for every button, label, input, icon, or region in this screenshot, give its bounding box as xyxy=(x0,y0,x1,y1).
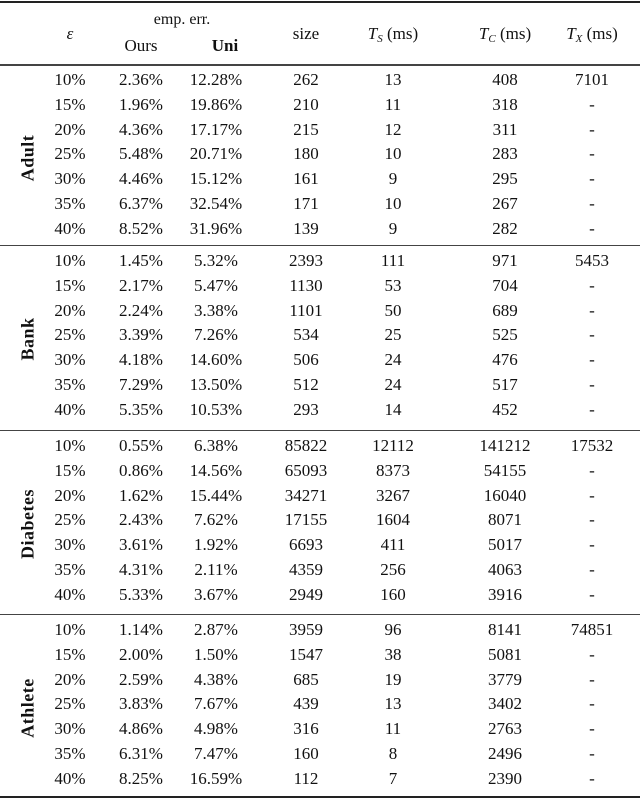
cell-uni-error: 3.38% xyxy=(194,300,238,320)
tc-unit: (ms) xyxy=(499,24,532,43)
cell-tx: - xyxy=(589,460,595,480)
cell-tx: - xyxy=(589,194,595,213)
cell-tx: - xyxy=(589,584,595,604)
cell-size: 2393 xyxy=(289,251,323,270)
ts-var: T xyxy=(367,24,378,43)
cell-tx: - xyxy=(589,325,595,345)
cell-tx: - xyxy=(589,375,595,394)
cell-size: 316 xyxy=(293,719,319,739)
cell-uni-error: 5.47% xyxy=(194,275,238,295)
cell-epsilon: 20% xyxy=(54,485,86,505)
cell-tx: - xyxy=(589,744,595,763)
cell-tx: 7101 xyxy=(575,70,609,89)
cell-tc: 141212 xyxy=(479,436,531,455)
cell-tc: 54155 xyxy=(483,460,527,480)
table-row xyxy=(0,643,640,668)
cell-ts: 19 xyxy=(384,669,402,689)
cell-ts: 160 xyxy=(380,584,406,604)
cell-size: 17155 xyxy=(284,510,328,530)
cell-ts: 8 xyxy=(388,744,398,763)
cell-epsilon: 30% xyxy=(54,535,86,555)
cell-size: 1547 xyxy=(289,644,323,664)
cell-size: 139 xyxy=(293,218,319,238)
cell-size: 160 xyxy=(293,744,319,763)
cell-ours-error: 1.62% xyxy=(119,485,163,505)
table-row xyxy=(0,142,640,167)
table-row xyxy=(0,533,640,558)
cell-epsilon: 30% xyxy=(54,350,86,370)
cell-epsilon: 30% xyxy=(54,719,86,739)
cell-ours-error: 0.86% xyxy=(119,460,163,480)
cell-ts: 411 xyxy=(380,535,406,555)
cell-epsilon: 10% xyxy=(54,620,86,639)
table-row xyxy=(0,668,640,693)
cell-uni-error: 7.62% xyxy=(194,510,238,530)
cell-ours-error: 3.39% xyxy=(119,325,163,345)
cell-uni-error: 5.32% xyxy=(194,251,238,270)
cell-tx: - xyxy=(589,669,595,689)
cell-tx: - xyxy=(589,719,595,739)
cell-epsilon: 10% xyxy=(54,436,86,455)
cell-ours-error: 5.33% xyxy=(119,584,163,604)
cell-uni-error: 31.96% xyxy=(189,218,243,238)
cell-size: 3959 xyxy=(289,620,323,639)
cell-ours-error: 4.31% xyxy=(119,560,163,579)
group-diabetes xyxy=(0,432,640,616)
header-epsilon: ε xyxy=(66,24,74,43)
cell-uni-error: 13.50% xyxy=(189,375,243,394)
cell-ours-error: 4.18% xyxy=(119,350,163,370)
cell-tx: - xyxy=(589,300,595,320)
cell-ours-error: 2.59% xyxy=(119,669,163,689)
cell-size: 512 xyxy=(293,375,319,394)
cell-tc: 525 xyxy=(492,325,518,345)
cell-ours-error: 2.17% xyxy=(119,275,163,295)
cell-tc: 2496 xyxy=(488,744,522,763)
cell-ours-error: 5.35% xyxy=(119,399,163,419)
cell-uni-error: 12.28% xyxy=(189,70,243,89)
cell-ts: 8373 xyxy=(376,460,410,480)
cell-size: 685 xyxy=(293,669,319,689)
table-row xyxy=(0,348,640,373)
cell-tx: 74851 xyxy=(570,620,614,639)
cell-tx: - xyxy=(589,119,595,139)
cell-tc: 3916 xyxy=(488,584,522,604)
cell-ours-error: 2.43% xyxy=(119,510,163,530)
cell-ts: 9 xyxy=(388,169,398,189)
table-row xyxy=(0,558,640,583)
cell-ours-error: 2.00% xyxy=(119,644,163,664)
cell-tx: - xyxy=(589,644,595,664)
cell-ours-error: 4.86% xyxy=(119,719,163,739)
cell-uni-error: 32.54% xyxy=(189,194,243,213)
cell-epsilon: 25% xyxy=(54,144,86,164)
table-row xyxy=(0,434,640,459)
cell-tx: - xyxy=(589,218,595,238)
cell-size: 439 xyxy=(293,694,319,714)
cell-uni-error: 17.17% xyxy=(189,119,243,139)
cell-epsilon: 15% xyxy=(54,460,86,480)
cell-tc: 283 xyxy=(492,144,518,164)
cell-tx: - xyxy=(589,694,595,714)
group-rule xyxy=(0,614,640,615)
header-ts xyxy=(368,24,418,49)
cell-tx: - xyxy=(589,768,595,788)
cell-tc: 971 xyxy=(492,251,518,270)
cell-epsilon: 10% xyxy=(54,251,86,270)
cell-epsilon: 15% xyxy=(54,275,86,295)
header-ours: Ours xyxy=(124,36,158,55)
cell-tx: 17532 xyxy=(570,436,614,455)
cell-size: 161 xyxy=(293,169,319,189)
table-row xyxy=(0,299,640,324)
table-row xyxy=(0,68,640,93)
cell-uni-error: 15.44% xyxy=(189,485,243,505)
group-bank xyxy=(0,247,640,431)
header-tx xyxy=(566,24,618,49)
cell-tx: - xyxy=(589,350,595,370)
cell-uni-error: 1.50% xyxy=(194,644,238,664)
cell-uni-error: 7.26% xyxy=(194,325,238,345)
table-row xyxy=(0,398,640,423)
table-row xyxy=(0,692,640,717)
cell-epsilon: 25% xyxy=(54,325,86,345)
header-tc xyxy=(479,24,531,49)
cell-tx: - xyxy=(589,169,595,189)
cell-uni-error: 10.53% xyxy=(189,399,243,419)
ts-sub: S xyxy=(377,33,383,45)
cell-uni-error: 3.67% xyxy=(194,584,238,604)
group-athlete xyxy=(0,616,640,800)
cell-tc: 5081 xyxy=(488,644,522,664)
cell-tx: - xyxy=(589,275,595,295)
cell-ts: 10 xyxy=(384,144,402,164)
ts-unit: (ms) xyxy=(387,24,419,43)
table-row xyxy=(0,274,640,299)
cell-uni-error: 7.67% xyxy=(194,694,238,714)
cell-tx: - xyxy=(589,560,595,579)
cell-ts: 50 xyxy=(384,300,402,320)
cell-ours-error: 7.29% xyxy=(119,375,163,394)
cell-size: 6693 xyxy=(289,535,323,555)
cell-tc: 2390 xyxy=(488,768,522,788)
cell-ts: 10 xyxy=(384,194,402,213)
cell-uni-error: 7.47% xyxy=(194,744,238,763)
group-label: Athlete xyxy=(17,678,38,738)
cell-epsilon: 40% xyxy=(54,399,86,419)
cell-ours-error: 1.14% xyxy=(119,620,163,639)
table-row xyxy=(0,717,640,742)
cell-tc: 267 xyxy=(492,194,518,213)
cell-epsilon: 35% xyxy=(54,194,86,213)
table-row xyxy=(0,118,640,143)
cell-epsilon: 25% xyxy=(54,694,86,714)
cell-uni-error: 2.11% xyxy=(194,560,238,579)
cell-tx: - xyxy=(589,510,595,530)
cell-ours-error: 8.25% xyxy=(119,768,163,788)
cell-tx: - xyxy=(589,94,595,114)
group-label: Bank xyxy=(17,317,38,361)
cell-epsilon: 25% xyxy=(54,510,86,530)
cell-uni-error: 14.56% xyxy=(189,460,243,480)
cell-tc: 295 xyxy=(492,169,518,189)
cell-epsilon: 30% xyxy=(54,169,86,189)
table-row xyxy=(0,742,640,767)
cell-tc: 452 xyxy=(492,399,518,419)
cell-ts: 96 xyxy=(384,620,402,639)
cell-uni-error: 4.98% xyxy=(194,719,238,739)
cell-epsilon: 40% xyxy=(54,218,86,238)
tx-unit: (ms) xyxy=(586,24,618,43)
cell-ours-error: 2.36% xyxy=(119,70,163,89)
table-row xyxy=(0,373,640,398)
tx-var: T xyxy=(566,24,576,43)
cell-tc: 476 xyxy=(492,350,518,370)
cell-epsilon: 40% xyxy=(54,768,86,788)
top-rule xyxy=(0,1,640,3)
cell-uni-error: 2.87% xyxy=(194,620,238,639)
cell-epsilon: 10% xyxy=(54,70,86,89)
cell-epsilon: 15% xyxy=(54,94,86,114)
cell-size: 2949 xyxy=(289,584,323,604)
cell-size: 85822 xyxy=(284,436,328,455)
cell-uni-error: 19.86% xyxy=(189,94,243,114)
cell-uni-error: 14.60% xyxy=(189,350,243,370)
cell-uni-error: 4.38% xyxy=(194,669,238,689)
header-size: size xyxy=(292,24,320,43)
cell-ours-error: 3.83% xyxy=(119,694,163,714)
cell-size: 1101 xyxy=(289,300,323,320)
cell-ts: 25 xyxy=(384,325,402,345)
cell-ts: 11 xyxy=(384,719,402,739)
cell-tx: - xyxy=(589,144,595,164)
cell-epsilon: 35% xyxy=(54,560,86,579)
table-row xyxy=(0,508,640,533)
cell-ours-error: 6.37% xyxy=(119,194,163,213)
cell-uni-error: 16.59% xyxy=(189,768,243,788)
cell-tx: - xyxy=(589,399,595,419)
cell-ts: 256 xyxy=(380,560,406,579)
cell-ts: 13 xyxy=(384,694,402,714)
cell-ours-error: 2.24% xyxy=(119,300,163,320)
cell-size: 534 xyxy=(293,325,319,345)
cell-size: 506 xyxy=(293,350,319,370)
group-rule xyxy=(0,245,640,246)
cell-ours-error: 1.45% xyxy=(119,251,163,270)
group-rule xyxy=(0,430,640,431)
cell-ts: 7 xyxy=(388,768,398,788)
cell-ours-error: 5.48% xyxy=(119,144,163,164)
tx-sub: X xyxy=(575,33,583,45)
cell-ts: 38 xyxy=(384,644,402,664)
cell-size: 293 xyxy=(293,399,319,419)
table-row xyxy=(0,459,640,484)
cell-ours-error: 4.46% xyxy=(119,169,163,189)
cell-epsilon: 35% xyxy=(54,375,86,394)
cell-size: 1130 xyxy=(289,275,323,295)
cell-tc: 3779 xyxy=(488,669,522,689)
cell-ts: 53 xyxy=(384,275,402,295)
cell-uni-error: 1.92% xyxy=(194,535,238,555)
cell-ts: 3267 xyxy=(376,485,410,505)
cell-epsilon: 35% xyxy=(54,744,86,763)
cell-ours-error: 3.61% xyxy=(119,535,163,555)
cell-size: 210 xyxy=(293,94,319,114)
table-row xyxy=(0,323,640,348)
header-emp-err: emp. err. xyxy=(153,11,211,28)
cell-epsilon: 20% xyxy=(54,669,86,689)
cell-epsilon: 40% xyxy=(54,584,86,604)
tc-var: T xyxy=(478,24,489,43)
cell-tc: 282 xyxy=(492,218,518,238)
cell-ts: 13 xyxy=(384,70,402,89)
cell-uni-error: 15.12% xyxy=(189,169,243,189)
cell-ts: 9 xyxy=(388,218,398,238)
table-row xyxy=(0,583,640,608)
cell-size: 65093 xyxy=(284,460,328,480)
cell-tc: 3402 xyxy=(488,694,522,714)
cell-ts: 14 xyxy=(384,399,402,419)
group-adult xyxy=(0,66,640,250)
table-row xyxy=(0,249,640,274)
cell-ts: 24 xyxy=(384,375,402,394)
cell-uni-error: 20.71% xyxy=(189,144,243,164)
table-row xyxy=(0,484,640,509)
cell-tc: 704 xyxy=(492,275,518,295)
cell-tc: 408 xyxy=(492,70,518,89)
cell-size: 112 xyxy=(293,768,319,788)
table-row xyxy=(0,167,640,192)
cell-size: 4359 xyxy=(289,560,323,579)
cell-epsilon: 15% xyxy=(54,644,86,664)
cell-ts: 111 xyxy=(380,251,406,270)
tc-sub: C xyxy=(488,33,496,45)
table-row xyxy=(0,217,640,242)
cell-epsilon: 20% xyxy=(54,119,86,139)
cell-ts: 12112 xyxy=(372,436,414,455)
cell-tc: 8141 xyxy=(488,620,522,639)
cell-tx: 5453 xyxy=(575,251,609,270)
cell-tx: - xyxy=(589,485,595,505)
cell-size: 215 xyxy=(293,119,319,139)
cell-ts: 24 xyxy=(384,350,402,370)
cell-tc: 311 xyxy=(492,119,518,139)
table-row xyxy=(0,767,640,792)
bottom-rule xyxy=(0,796,640,798)
header-uni: Uni xyxy=(211,36,239,55)
cell-ts: 12 xyxy=(384,119,402,139)
cell-tc: 4063 xyxy=(488,560,522,579)
table-row xyxy=(0,192,640,217)
cell-epsilon: 20% xyxy=(54,300,86,320)
cell-uni-error: 6.38% xyxy=(194,436,238,455)
table-row xyxy=(0,93,640,118)
cell-size: 171 xyxy=(293,194,319,213)
group-label: Diabetes xyxy=(17,489,38,559)
cell-ours-error: 8.52% xyxy=(119,218,163,238)
cell-tc: 517 xyxy=(492,375,518,394)
cell-ts: 1604 xyxy=(376,510,410,530)
cell-tc: 318 xyxy=(492,94,518,114)
cell-ours-error: 4.36% xyxy=(119,119,163,139)
cell-tc: 16040 xyxy=(483,485,527,505)
table-header xyxy=(0,4,640,64)
cell-tc: 5017 xyxy=(488,535,522,555)
cell-size: 262 xyxy=(293,70,319,89)
cell-ts: 11 xyxy=(384,94,402,114)
group-label: Adult xyxy=(17,134,38,182)
table-row xyxy=(0,618,640,643)
cell-tc: 8071 xyxy=(488,510,522,530)
cell-ours-error: 1.96% xyxy=(119,94,163,114)
cell-size: 34271 xyxy=(284,485,328,505)
cell-tc: 689 xyxy=(492,300,518,320)
cell-ours-error: 0.55% xyxy=(119,436,163,455)
cell-tx: - xyxy=(589,535,595,555)
cell-ours-error: 6.31% xyxy=(119,744,163,763)
cell-tc: 2763 xyxy=(488,719,522,739)
cell-size: 180 xyxy=(293,144,319,164)
